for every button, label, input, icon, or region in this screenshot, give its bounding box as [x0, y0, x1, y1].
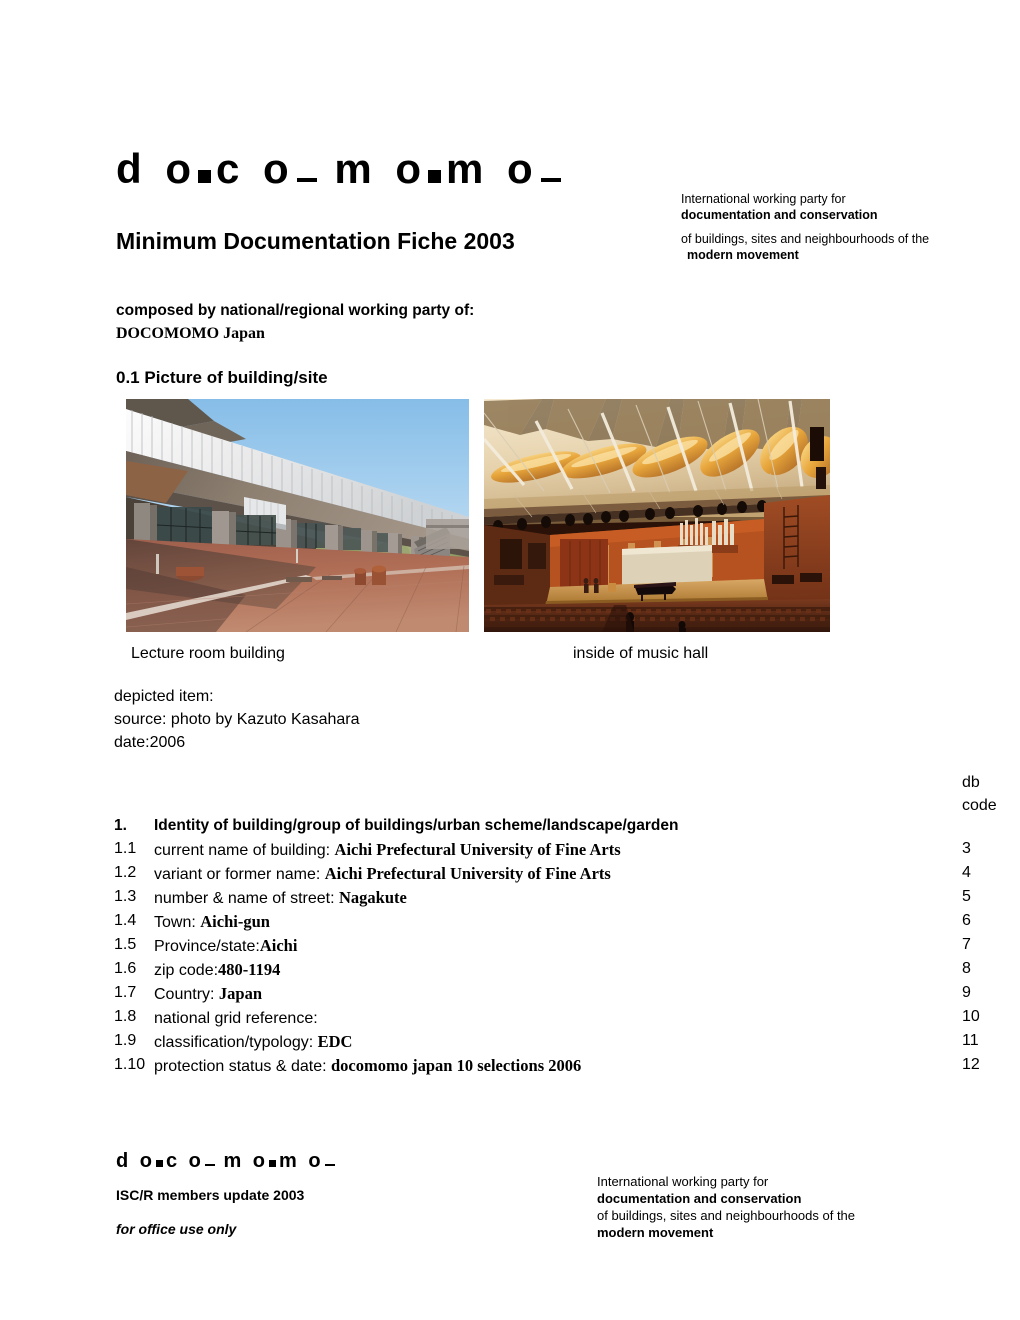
- row-number: 1.2: [114, 864, 137, 881]
- row-db-code: 7: [962, 936, 971, 953]
- row-db-code: 11: [962, 1032, 979, 1049]
- table-row: [114, 1056, 1004, 1080]
- footer-org-line3: of buildings, sites and neighbourhoods of the: [597, 1208, 856, 1223]
- row-label-text: variant or former name:: [154, 866, 325, 883]
- footer-isc-line: ISC/R members update 2003: [116, 1187, 305, 1203]
- footer-org-line1: International working party for: [597, 1174, 769, 1189]
- row-label-text: national grid reference:: [154, 1010, 318, 1027]
- photo-inside-music-hall: [484, 399, 830, 632]
- row-number: 1.7: [114, 984, 137, 1001]
- identity-section: [114, 817, 1004, 1080]
- row-db-code: 9: [962, 984, 971, 1001]
- row-label: [154, 1032, 352, 1052]
- row-label: [154, 984, 262, 1004]
- row-label-text: zip code:: [154, 962, 219, 979]
- footer-office-line: for office use only: [116, 1221, 237, 1237]
- table-row: [114, 1008, 1004, 1032]
- footer-org-line4: modern movement: [597, 1225, 714, 1240]
- row-db-code: 5: [962, 888, 971, 905]
- db-code-header: [962, 771, 997, 817]
- row-number: 1.1: [114, 840, 137, 857]
- table-row: [114, 888, 1004, 912]
- header-org-line2: documentation and conservation: [681, 207, 878, 222]
- db-code-line2: code: [962, 797, 997, 814]
- photo-date: date:2006: [114, 734, 186, 751]
- row-db-code: 10: [962, 1008, 980, 1025]
- table-row: [114, 1032, 1004, 1056]
- row-label: [154, 960, 280, 980]
- row-label-text: Province/state:: [154, 938, 260, 955]
- photo-lecture-room-building: [126, 399, 469, 632]
- wordmark-underscore-icon: [541, 178, 561, 182]
- row-value: Japan: [218, 984, 263, 1003]
- header-org-spacer: [681, 223, 1001, 232]
- wordmark-underscore-icon: [325, 1164, 335, 1166]
- row-value: Aichi Prefectural University of Fine Arts: [334, 840, 621, 859]
- docomomo-wordmark-footer: d o c o m o m o: [116, 1151, 335, 1171]
- row-label-text: protection status & date:: [154, 1058, 331, 1075]
- row-label-text: Country:: [154, 986, 219, 1003]
- row-label: [154, 936, 297, 956]
- identity-section-heading: [114, 817, 1004, 835]
- header-org-line3: of buildings, sites and neighbourhoods of the: [681, 232, 930, 246]
- depicted-item-block: [114, 685, 360, 754]
- composed-by-value: DOCOMOMO Japan: [116, 325, 265, 342]
- wordmark-underscore-icon: [205, 1164, 215, 1166]
- row-label: [154, 888, 407, 908]
- depicted-item-label: depicted item:: [114, 688, 214, 705]
- header-org-line4: modern movement: [687, 247, 799, 262]
- wordmark-square-icon: [198, 170, 211, 183]
- row-label: [154, 1056, 581, 1076]
- row-label: [154, 840, 621, 860]
- identity-heading-text: Identity of building/group of buildings/urban scheme/landscape/garden: [154, 817, 679, 834]
- row-label-text: Town:: [154, 914, 201, 931]
- table-row: [114, 840, 1004, 864]
- row-label: [154, 912, 270, 932]
- wordmark-square-icon: [156, 1160, 163, 1167]
- row-value: Aichi-gun: [200, 912, 270, 931]
- row-value: docomomo japan 10 selections 2006: [331, 1056, 582, 1075]
- row-value: Aichi: [259, 936, 298, 955]
- row-value: 480-1194: [218, 960, 281, 979]
- row-db-code: 3: [962, 840, 971, 857]
- table-row: [114, 936, 1004, 960]
- composed-by-label: composed by national/regional working party of:: [116, 302, 475, 319]
- row-number: 1.8: [114, 1008, 137, 1025]
- header-org-line1: International working party for: [681, 192, 846, 206]
- row-db-code: 6: [962, 912, 971, 929]
- row-number: 1.3: [114, 888, 137, 905]
- section-0-1-title: 0.1 Picture of building/site: [116, 368, 328, 387]
- row-label: [154, 864, 611, 884]
- table-row: [114, 864, 1004, 888]
- row-label: [154, 1008, 318, 1028]
- row-label-text: classification/typology:: [154, 1034, 318, 1051]
- photo-source: source: photo by Kazuto Kasahara: [114, 711, 360, 728]
- photo-caption-left: Lecture room building: [131, 645, 285, 662]
- page-title: Minimum Documentation Fiche 2003: [116, 228, 515, 254]
- identity-heading-number: 1.: [114, 817, 127, 834]
- wordmark-square-icon: [428, 170, 441, 183]
- wordmark-underscore-icon: [297, 178, 317, 182]
- row-label-text: current name of building:: [154, 842, 335, 859]
- row-number: 1.10: [114, 1056, 146, 1073]
- photo-caption-right: inside of music hall: [573, 645, 709, 662]
- row-db-code: 8: [962, 960, 971, 977]
- row-value: Aichi Prefectural University of Fine Arts: [324, 864, 611, 883]
- footer-org-line2: documentation and conservation: [597, 1191, 802, 1206]
- table-row: [114, 912, 1004, 936]
- row-number: 1.5: [114, 936, 137, 953]
- footer-org-block: [597, 1173, 937, 1241]
- row-db-code: 12: [962, 1056, 980, 1073]
- header-org-block: [681, 192, 1001, 263]
- db-code-line1: db: [962, 774, 980, 791]
- row-number: 1.6: [114, 960, 137, 977]
- docomomo-wordmark: d o c o m o m o: [116, 148, 561, 190]
- row-value: Nagakute: [338, 888, 407, 907]
- row-value: EDC: [317, 1032, 353, 1051]
- table-row: [114, 984, 1004, 1008]
- wordmark-square-icon: [269, 1160, 276, 1167]
- row-number: 1.4: [114, 912, 137, 929]
- row-label-text: number & name of street:: [154, 890, 339, 907]
- table-row: [114, 960, 1004, 984]
- row-number: 1.9: [114, 1032, 137, 1049]
- row-db-code: 4: [962, 864, 971, 881]
